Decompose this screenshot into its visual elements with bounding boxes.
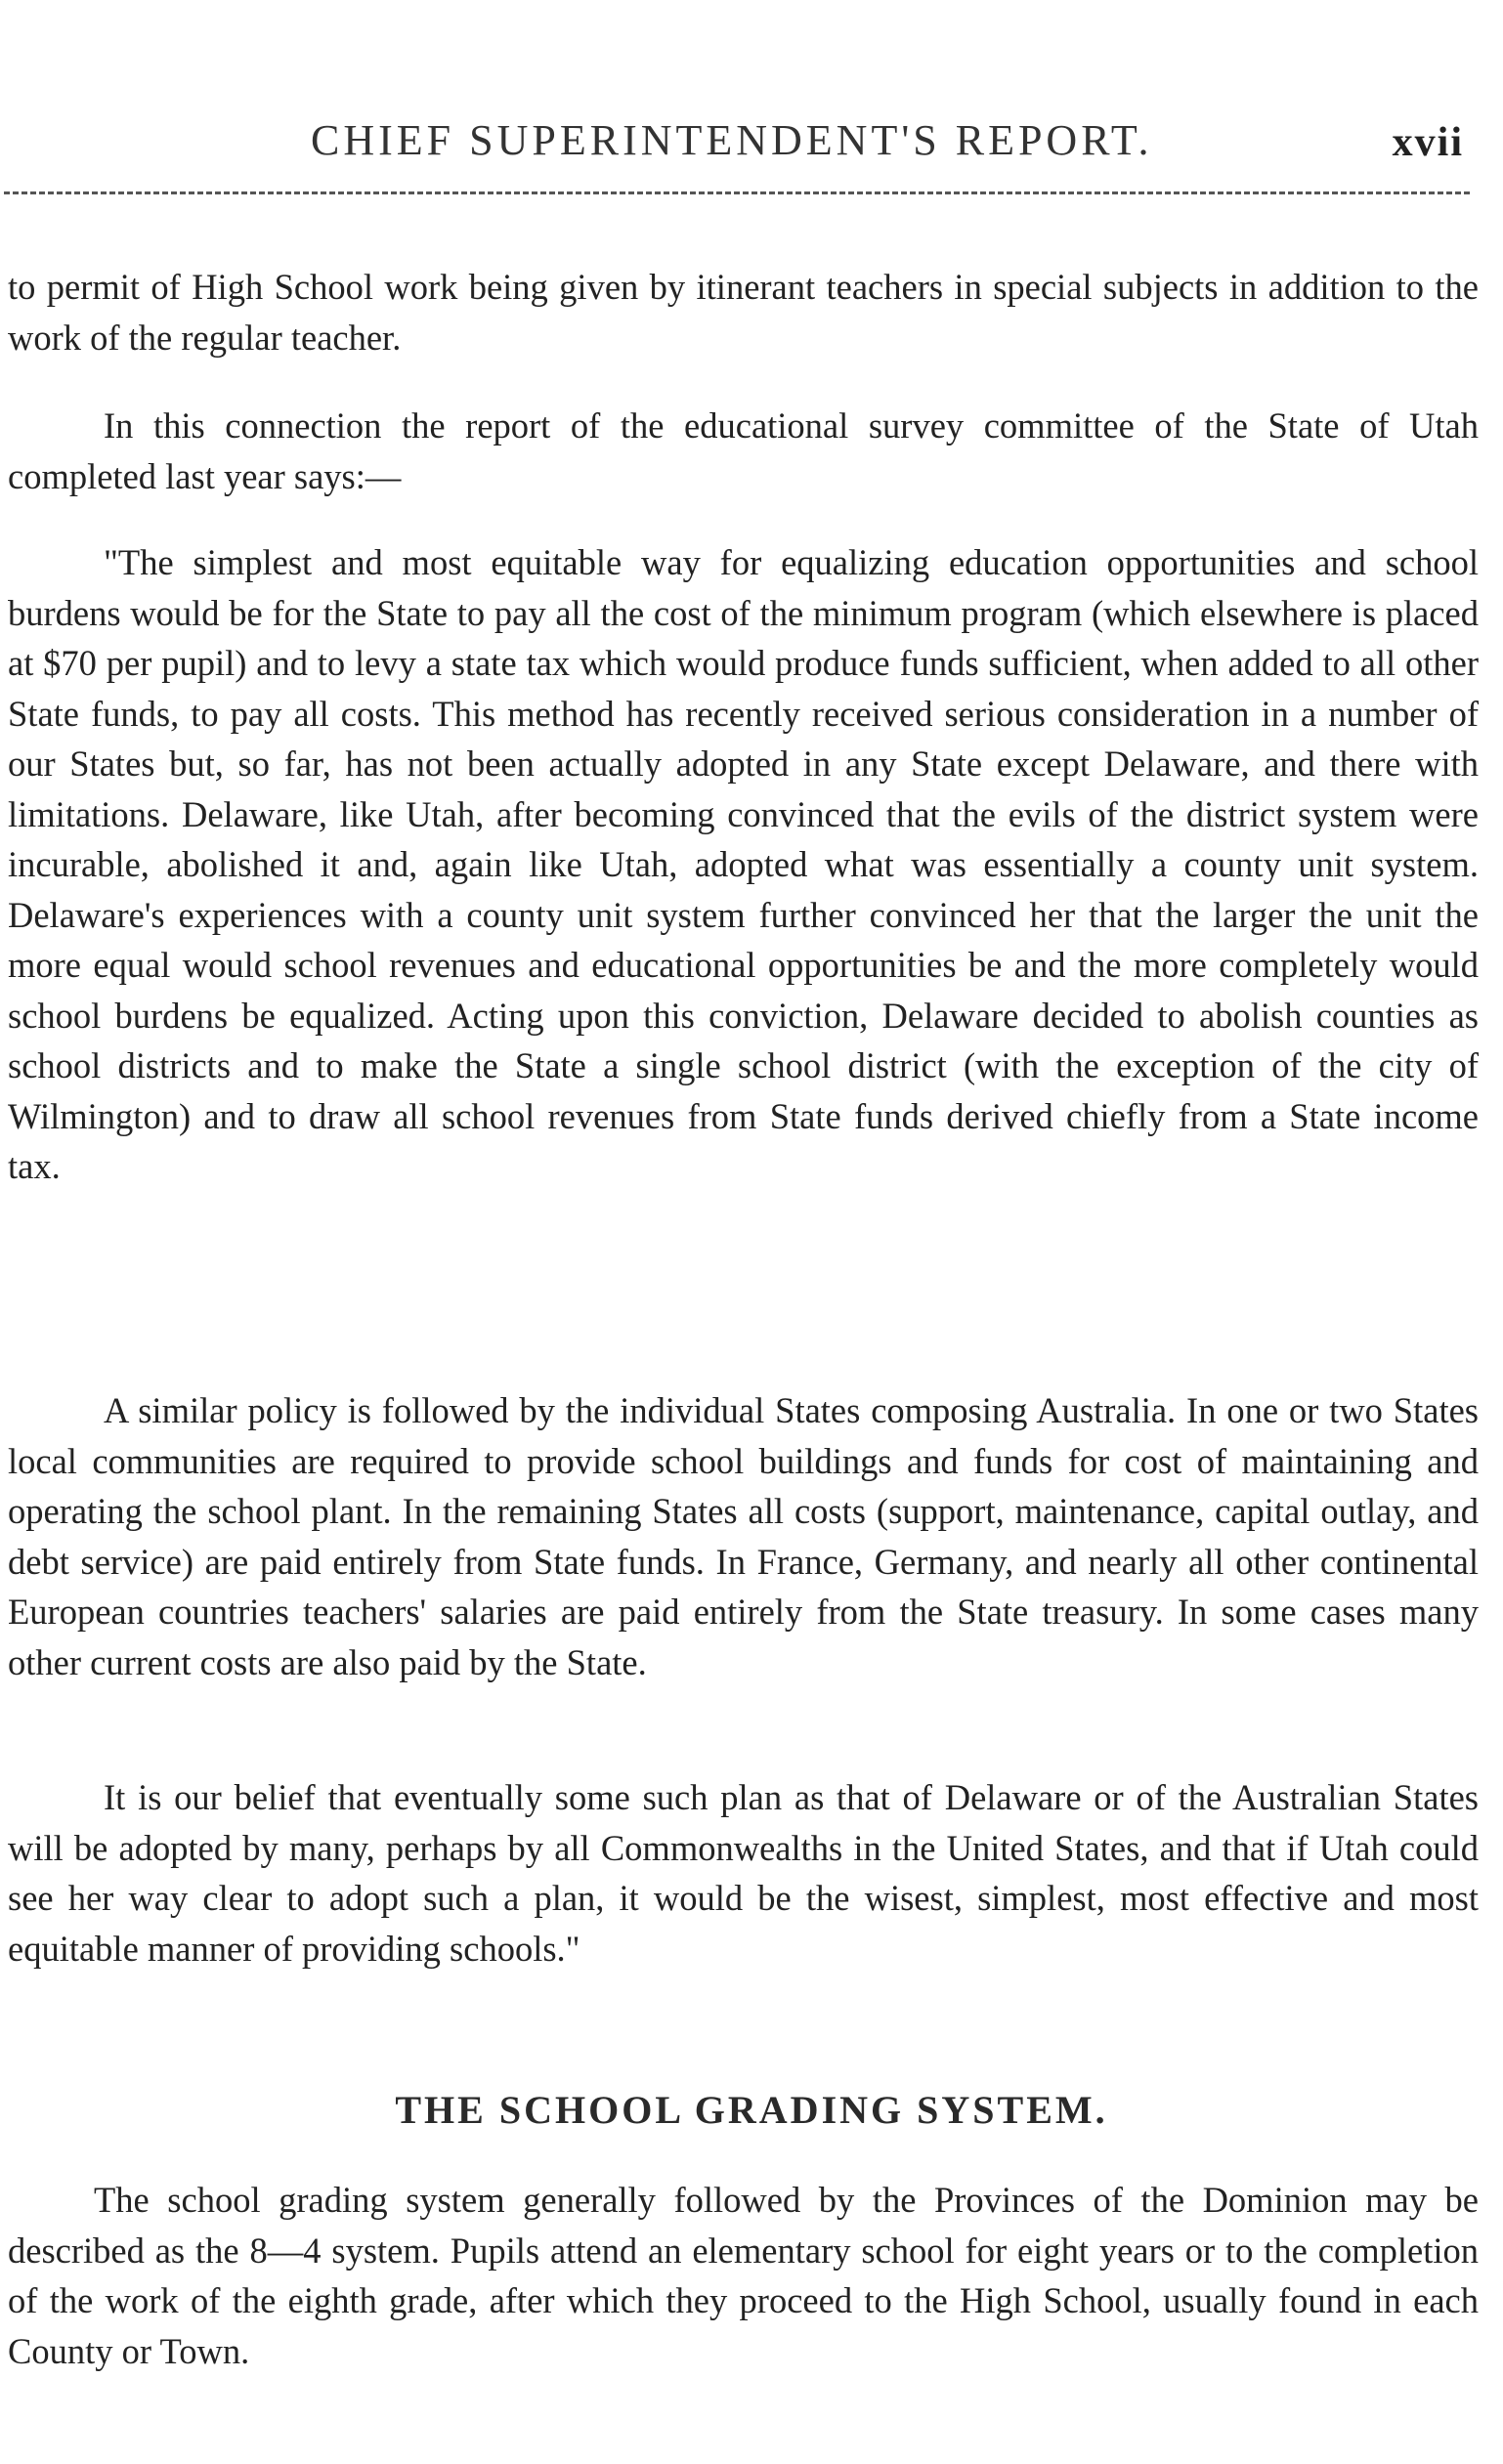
paragraph-utah-intro: In this connection the report of the educational survey committee of the State of Utah completed last year says:— [8, 405, 1479, 496]
paragraph-continuation: to permit of High School work being given by itinerant teachers in special subjects in addition to the work of the regular teacher. [8, 267, 1479, 358]
header-rule [4, 191, 1470, 194]
section-heading: THE SCHOOL GRADING SYSTEM. [395, 2088, 1108, 2132]
paragraph-grading-system: The school grading system generally followed by the Provinces of the Dominion may be described as the 8—4 system. Pupils attend an elementary school for eight years or to the completion of the work of the eighth grade, after which they proceed to the High School, usually found in each County or Town. [8, 2180, 1479, 2371]
paragraph-utah-quote: "The simplest and most equitable way for equalizing education opportunities and school burdens would be for the State to pay all the cost of the minimum program (which elsewhere is placed at $70 per pupil) and to levy a state tax which would produce funds sufficient, when added to all other State funds, to pay all costs. This method has recently received serious consideration in a number of our States but, so far, has not been actually adopted in any State except Delaware, and there with limitations. Delaware, like Utah, after becoming convinced that the evils of the district system were incurable, abolished it and, again like Utah, adopted what was essentially a county unit system. Delaware's experiences with a county unit system further convinced her that the larger the unit the more equal would school revenues and educational opportunities be and the more completely would school burdens be equalized. Acting upon this conviction, Delaware decided to abolish counties as school districts and to make the State a single school district (with the exception of the city of Wilmington) and to draw all school revenues from State funds derived chiefly from a State income tax. [8, 542, 1479, 1186]
page-header [0, 115, 1503, 184]
running-title: CHIEF SUPERINTENDENT'S REPORT. [311, 116, 1153, 164]
page-number: xvii [1392, 120, 1464, 165]
paragraph-australia: A similar policy is followed by the individual States composing Australia. In one or two States local communities are required to provide school buildings and funds for cost of maintaining and operating the school plant. In the remaining States all costs (support, maintenance, capital outlay, and debt service) are paid entirely from State funds. In France, Germany, and nearly all other continental European countries teachers' salaries are paid entirely from the State treasury. In some cases many other current costs are also paid by the State. [8, 1390, 1479, 1682]
paragraph-belief: It is our belief that eventually some such plan as that of Delaware or of the Australian States will be adopted by many, perhaps by all Commonwealths in the United States, and that if Utah could see her way clear to adopt such a plan, it would be the wisest, simplest, most effective and most equitable manner of providing schools." [8, 1777, 1479, 1969]
